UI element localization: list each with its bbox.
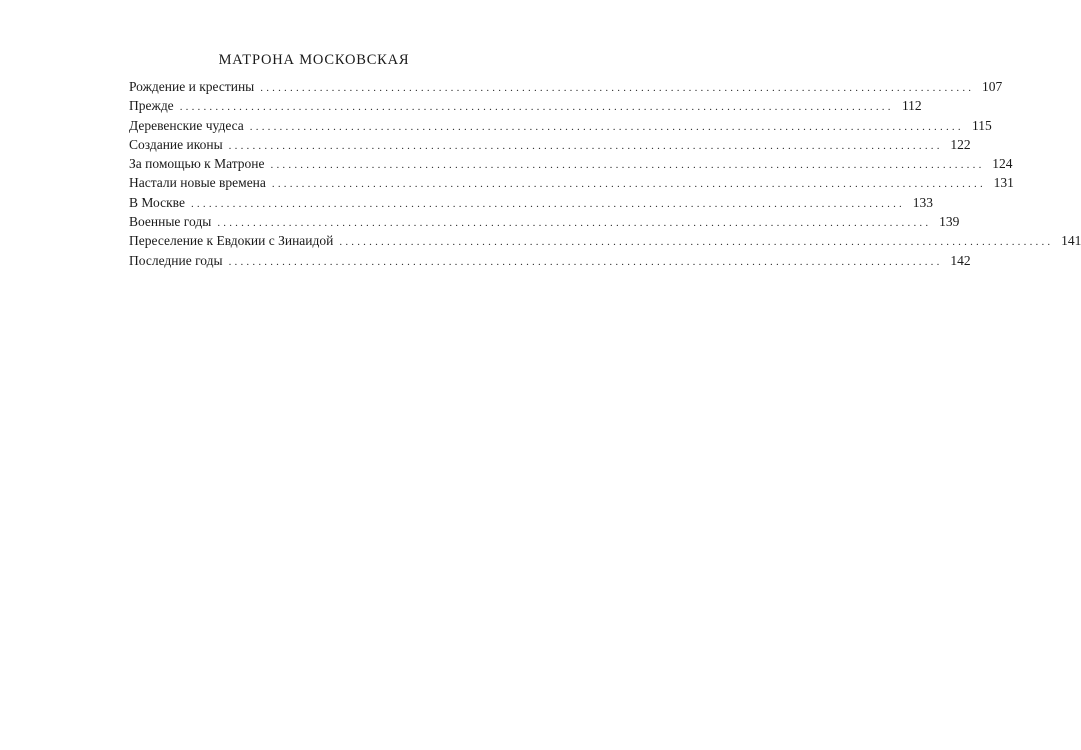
- toc-entry: [129, 77, 1003, 96]
- toc-entry: [129, 96, 922, 115]
- toc-entry-title: Военные годы: [129, 214, 212, 230]
- section-title: МАТРОНА МОСКОВСКАЯ: [218, 52, 410, 68]
- dot-leader: ........................................................................................................................: [179, 101, 894, 114]
- dot-leader: ........................................................................................................................: [228, 255, 943, 268]
- toc-entry-title: Переселение к Евдокии с Зинаидой: [129, 233, 334, 249]
- toc-entry-title: Создание иконы: [129, 136, 223, 152]
- dot-leader: ........................................................................................................................: [228, 139, 943, 152]
- toc-entry: [129, 135, 971, 154]
- toc-page-number: 107: [982, 79, 1003, 94]
- toc-entry: [129, 193, 933, 212]
- toc-page-number: 122: [950, 136, 971, 152]
- toc-entry: [129, 251, 971, 270]
- toc-page-number: 112: [901, 98, 922, 114]
- dot-leader: ........................................................................................................................: [217, 217, 932, 230]
- toc-entry-title: Прежде: [129, 98, 174, 114]
- toc-entry: [129, 116, 992, 135]
- toc-entry: [129, 212, 960, 231]
- toc-entry: [129, 231, 1081, 250]
- dot-leader: ........................................................................................................................: [270, 159, 985, 172]
- toc-entry-title: Рождение и крестины: [129, 79, 255, 94]
- table-of-contents: [129, 77, 1081, 270]
- toc-page-number: 139: [939, 214, 960, 230]
- toc-page-number: 141: [1061, 233, 1081, 249]
- toc-page-number: 131: [993, 175, 1014, 191]
- toc-entry: [129, 173, 1014, 192]
- toc-entry-title: Настали новые времена: [129, 175, 266, 191]
- toc-entry-title: В Москве: [129, 194, 185, 210]
- toc-entry: [129, 154, 1013, 173]
- toc-page-number: 115: [972, 117, 992, 133]
- dot-leader: ........................................................................................................................: [260, 82, 975, 94]
- dot-leader: ........................................................................................................................: [339, 236, 1054, 249]
- toc-entry-title: Деревенские чудеса: [129, 117, 244, 133]
- toc-page-number: 124: [992, 156, 1013, 172]
- dot-leader: ........................................................................................................................: [190, 197, 905, 210]
- toc-page-number: 142: [950, 252, 971, 268]
- toc-entry-title: Последние годы: [129, 252, 223, 268]
- toc-entry-title: За помощью к Матроне: [129, 156, 265, 172]
- toc-page-number: 133: [912, 194, 933, 210]
- dot-leader: ........................................................................................................................: [249, 120, 964, 133]
- dot-leader: ........................................................................................................................: [271, 178, 986, 191]
